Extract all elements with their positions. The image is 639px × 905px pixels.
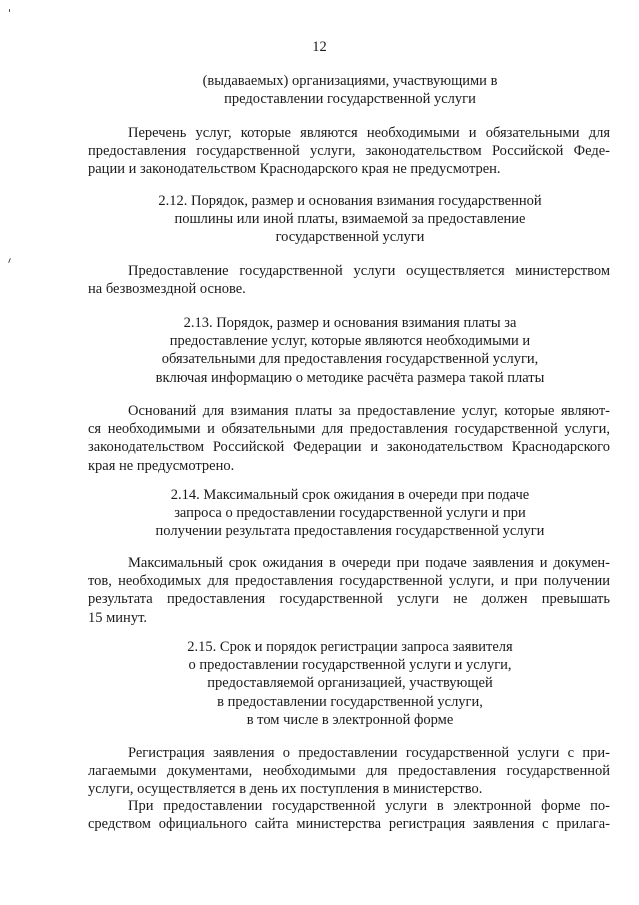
paragraph-line: предоставления государственной услуги, законодательством Российской Феде-	[88, 143, 610, 160]
section-2-14-heading	[100, 486, 600, 541]
paragraph-line: 15 минут.	[88, 609, 147, 626]
heading-line: предоставляемой организацией, участвующей	[207, 675, 493, 692]
section-2-12-heading	[100, 192, 600, 247]
page-number: 12	[312, 39, 327, 55]
section-2-15-paragraph-electronic	[88, 797, 610, 833]
heading-line: предоставлении государственной услуги	[224, 91, 476, 108]
heading-line: пошлины или иной платы, взимаемой за предоставление	[174, 211, 526, 228]
heading-line: включая информацию о методике расчёта размера такой платы	[155, 369, 545, 386]
heading-line: 2.15. Срок и порядок регистрации запроса заявителя	[187, 639, 513, 655]
section-2-13-heading	[100, 314, 600, 387]
section-2-14-paragraph	[88, 554, 610, 627]
paragraph-line: ся необходимыми и обязательными для предоставления государственной услуги,	[88, 421, 610, 438]
heading-line: в предоставлении государственной услуги,	[217, 693, 483, 710]
paragraph-line: края не предусмотрено.	[88, 457, 235, 474]
paragraph-line: рации и законодательством Краснодарского края не предусмотрен.	[88, 161, 501, 178]
paragraph-line: Регистрация заявления о предоставлении государственной услуги с при-	[128, 745, 610, 761]
paragraph-line: Оснований для взимания платы за предоставление услуг, которые являют-	[128, 403, 610, 419]
heading-line: государственной услуги	[275, 229, 425, 246]
paragraph-line: результата предоставления государственной услуги не должен превышать	[88, 591, 610, 608]
paragraph-line: лагаемыми документами, необходимыми для предоставления государственной	[88, 763, 610, 780]
section-2-15-paragraph	[88, 744, 610, 799]
heading-line: о предоставлении государственной услуги и услуги,	[188, 657, 512, 674]
heading-line: получении результата предоставления государственной услуги	[155, 523, 545, 540]
scan-mark	[9, 9, 10, 12]
paragraph-line: Предоставление государственной услуги осуществляется министерством	[128, 263, 610, 279]
paragraph-line: При предоставлении государственной услуги в электронной форме по-	[128, 798, 610, 814]
scan-mark	[8, 258, 11, 263]
paragraph-line: тов, необходимых для предоставления государственной услуги, и при получении	[88, 573, 610, 590]
section-2-12-paragraph	[88, 262, 610, 298]
section-2-15-heading	[100, 638, 600, 729]
heading-line: предоставление услуг, которые являются необходимыми и	[169, 333, 531, 350]
paragraph-line: на безвозмездной основе.	[88, 281, 246, 298]
heading-line: 2.12. Порядок, размер и основания взимания государственной	[158, 193, 542, 209]
heading-line: 2.13. Порядок, размер и основания взимания платы за	[183, 315, 517, 331]
heading-line: (выдаваемых) организациями, участвующими в	[202, 73, 498, 89]
paragraph-line: средством официального сайта министерства регистрация заявления с прилага-	[88, 816, 610, 833]
paragraph-line: Перечень услуг, которые являются необходимыми и обязательными для	[128, 125, 610, 141]
heading-line: обязательными для предоставления государственной услуги,	[161, 351, 539, 368]
heading-line: запроса о предоставлении государственной услуги и при	[174, 505, 526, 522]
heading-line: в том числе в электронной форме	[246, 711, 454, 728]
paragraph-line: услуги, осуществляется в день их поступления в министерство.	[88, 781, 483, 798]
section-2-13-paragraph	[88, 402, 610, 475]
heading-line: 2.14. Максимальный срок ожидания в очереди при подаче	[170, 487, 530, 503]
paragraph-line: законодательством Российской Федерации и законодательством Краснодарского	[88, 439, 610, 456]
section-2-11-paragraph	[88, 124, 610, 179]
paragraph-line: Максимальный срок ожидания в очереди при подаче заявления и докумен-	[128, 555, 610, 571]
section-2-11-heading-tail	[150, 72, 550, 108]
